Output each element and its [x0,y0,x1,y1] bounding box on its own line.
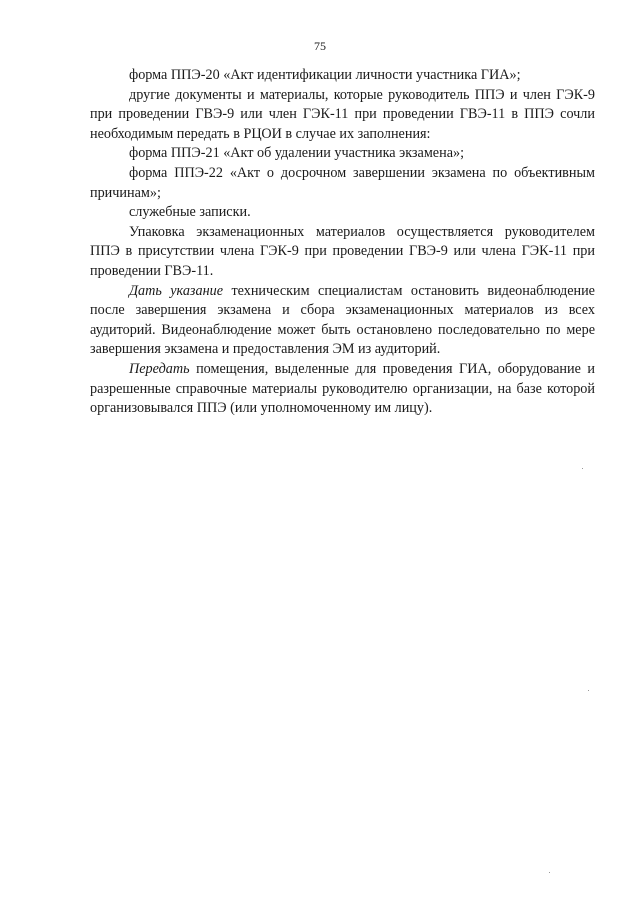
paragraph-form-ppe22: форма ППЭ-22 «Акт о досрочном завершении экзамена по объективным причинам»; [90,164,595,201]
paragraph-service-notes: служебные записки. [129,204,251,221]
page-number: 75 [314,39,326,53]
scan-speck [582,468,583,469]
paragraph-form-ppe21: форма ППЭ-21 «Акт об удалении участника экзамена»; [129,145,465,162]
paragraph-packaging: Упаковка экзаменационных материалов осуществляется руководителем ППЭ в присутствии члена ГЭК-9 при проведении ГВЭ-9 или члена ГЭК-11 при проведении ГВЭ-11. [90,223,595,279]
paragraph-video-surveillance-text: техническим специалистам остановить видеонаблюдение после завершения экзамена и сбора экзаменационных материалов из всех аудиторий. Видеонаблюдение может быть остановлено последовательно по мере завершения экзамена и предоставления ЭМ из аудиторий. [90,282,595,358]
paragraph-hand-over-text: помещения, выделенные для проведения ГИА, оборудование и разрешенные справочные материалы руководителю организации, на базе которой организовывался ППЭ (или уполномоченному им лицу). [90,360,595,417]
emphasis-give-instruction: Дать указание [129,282,223,299]
paragraph-form-ppe20: форма ППЭ-20 «Акт идентификации личности участника ГИА»; [129,67,521,83]
scan-speck [588,690,589,691]
document-body [90,66,595,419]
emphasis-hand-over: Передать [129,360,190,377]
scan-speck [549,872,550,873]
paragraph-other-documents: другие документы и материалы, которые руководитель ППЭ и член ГЭК-9 при проведении ГВЭ-9 или член ГЭК-11 при проведении ГВЭ-11 в ППЭ сочли необходимым передать в РЦОИ в случае их заполнения: [90,86,595,142]
paragraph-hand-over [90,360,595,419]
paragraph-video-surveillance [90,282,595,360]
